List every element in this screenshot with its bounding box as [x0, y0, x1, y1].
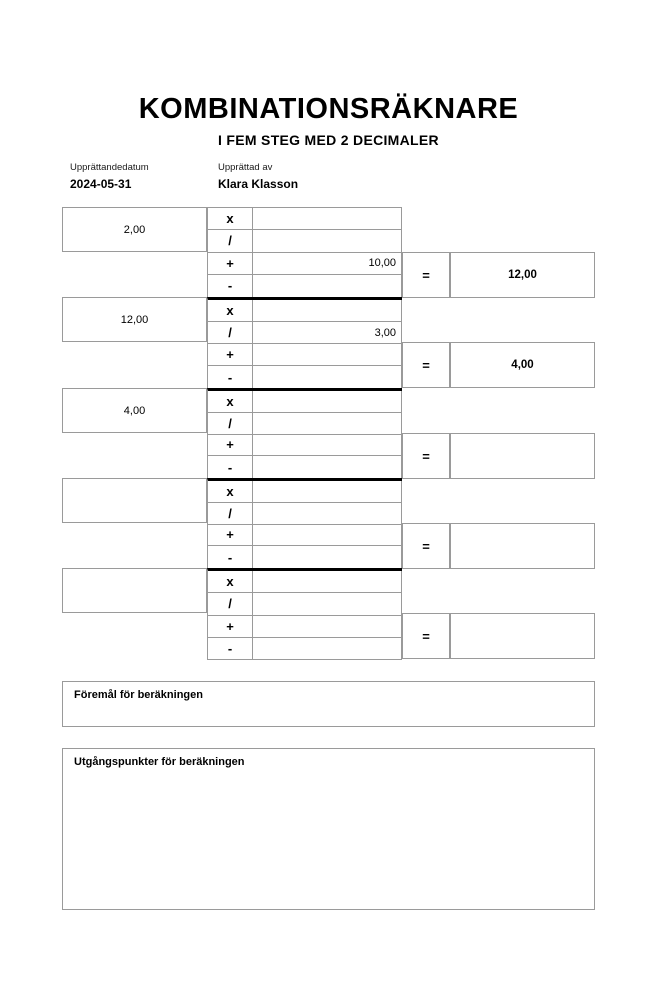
subtract-operator-label: - — [208, 366, 253, 388]
result-cell — [450, 613, 595, 659]
subtract-operator-label: - — [208, 638, 253, 660]
result-cell — [450, 523, 595, 569]
purpose-section[interactable] — [62, 681, 595, 727]
operator-grid — [207, 297, 402, 388]
add-operator-label: + — [208, 253, 253, 275]
subtract-operand-cell[interactable] — [253, 275, 402, 297]
calc-block-4 — [62, 478, 595, 568]
date-value[interactable]: 2024-05-31 — [70, 177, 132, 191]
divide-operator-label: / — [208, 230, 253, 252]
multiply-operator-label: x — [208, 300, 253, 322]
result-cell: 4,00 — [450, 342, 595, 388]
input-value-cell[interactable] — [62, 568, 207, 613]
divide-operator-label: / — [208, 413, 253, 435]
multiply-operand-cell[interactable] — [253, 391, 402, 413]
operator-grid — [207, 207, 402, 297]
author-label: Upprättad av — [218, 162, 273, 173]
divide-operand-cell[interactable] — [253, 503, 402, 525]
input-value-cell[interactable] — [62, 478, 207, 523]
operator-grid — [207, 478, 402, 568]
assumptions-section[interactable] — [62, 748, 595, 910]
page-title: KOMBINATIONSRÄKNARE — [138, 93, 519, 125]
calc-block-1 — [62, 207, 595, 297]
add-operand-cell[interactable] — [253, 525, 402, 547]
subtract-operand-cell[interactable] — [253, 456, 402, 478]
author-field-group — [218, 162, 298, 191]
result-cell: 12,00 — [450, 252, 595, 298]
subtract-operand-cell[interactable] — [253, 546, 402, 568]
multiply-operand-cell[interactable] — [253, 208, 402, 230]
calc-block-5 — [62, 568, 595, 660]
multiply-operator-label: x — [208, 481, 253, 503]
subtract-operator-label: - — [208, 275, 253, 297]
add-operand-cell[interactable] — [253, 616, 402, 638]
add-operator-label: + — [208, 344, 253, 366]
assumptions-label: Utgångspunkter för beräkningen — [74, 756, 245, 768]
equals-sign: = — [402, 613, 450, 659]
author-value[interactable]: Klara Klasson — [218, 177, 299, 191]
date-label: Upprättandedatum — [70, 162, 149, 173]
add-operand-cell[interactable] — [253, 344, 402, 366]
add-operand-cell[interactable]: 10,00 — [253, 253, 402, 275]
divide-operator-label: / — [208, 322, 253, 344]
multiply-operand-cell[interactable] — [253, 300, 402, 322]
divide-operator-label: / — [208, 593, 253, 615]
calc-block-3 — [62, 388, 595, 478]
multiply-operator-label: x — [208, 208, 253, 230]
equals-sign: = — [402, 252, 450, 298]
divide-operand-cell[interactable] — [253, 593, 402, 615]
divide-operand-cell[interactable] — [253, 230, 402, 252]
purpose-label: Föremål för beräkningen — [74, 689, 203, 701]
subtract-operator-label: - — [208, 546, 253, 568]
multiply-operator-label: x — [208, 571, 253, 593]
add-operator-label: + — [208, 616, 253, 638]
add-operator-label: + — [208, 525, 253, 547]
divide-operator-label: / — [208, 503, 253, 525]
operator-grid — [207, 388, 402, 478]
page-subtitle: I FEM STEG MED 2 DECIMALER — [218, 132, 439, 148]
input-value-cell[interactable]: 12,00 — [62, 297, 207, 342]
subtract-operand-cell[interactable] — [253, 638, 402, 660]
equals-sign: = — [402, 433, 450, 479]
date-field-group — [70, 162, 149, 191]
calc-block-2 — [62, 297, 595, 388]
input-value-cell[interactable]: 2,00 — [62, 207, 207, 252]
equals-sign: = — [402, 523, 450, 569]
add-operator-label: + — [208, 435, 253, 457]
multiply-operand-cell[interactable] — [253, 571, 402, 593]
subtract-operator-label: - — [208, 456, 253, 478]
multiply-operand-cell[interactable] — [253, 481, 402, 503]
divide-operand-cell[interactable] — [253, 413, 402, 435]
divide-operand-cell[interactable]: 3,00 — [253, 322, 402, 344]
add-operand-cell[interactable] — [253, 435, 402, 457]
multiply-operator-label: x — [208, 391, 253, 413]
operator-grid — [207, 568, 402, 660]
input-value-cell[interactable]: 4,00 — [62, 388, 207, 433]
result-cell — [450, 433, 595, 479]
equals-sign: = — [402, 342, 450, 388]
subtract-operand-cell[interactable] — [253, 366, 402, 388]
